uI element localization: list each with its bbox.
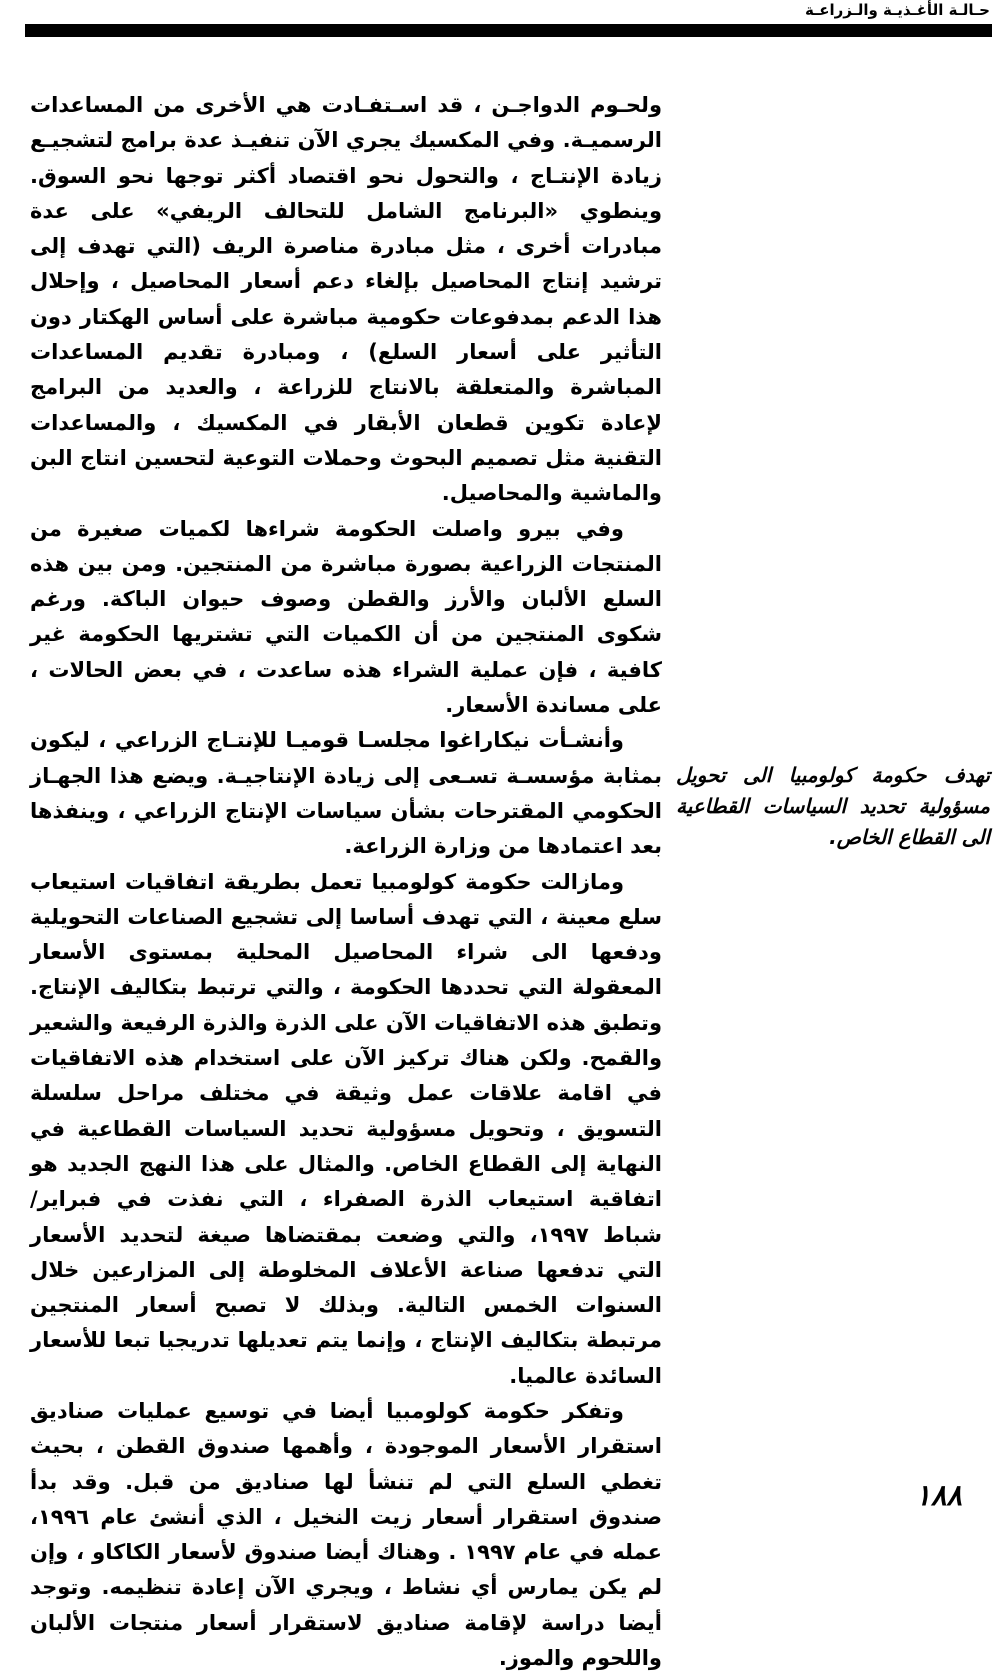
margin-note: تهدف حكومة كولومبيا الى تحويل مسؤولية تحديد السياسات القطاعية الى القطاع الخاص.	[676, 763, 990, 849]
paragraph-nicaragua: وأنشـأت نيكاراغوا مجلسـا قوميـا للإنتـاج الزراعي ، ليكون بمثابة مؤسسـة تسـعى إلى زيادة الإنتاجيـة. ويضع هذا الجهـاز الحكومي المقترحات بشأن سياسات الإنتاج الزراعي ، وينفذها بعد اعتمادها من وزارة الزراعة.	[30, 728, 662, 859]
paragraph-peru: وفي بيرو واصلت الحكومة شراءها لكميات صغيرة من المنتجات الزراعية بصورة مباشرة من المنتجين. ومن بين هذه السلع الألبان والأرز والقطن وصوف حيوان الباكة. ورغم شكوى المنتجين من أن الكميات التي تشتريها الحكومة غير كافية ، فإن عملية الشراء هذه ساعدت ، في بعض الحالات ، على مساندة الأسعار.	[30, 516, 662, 718]
paragraph-poultry-mexico: ولحـوم الدواجـن ، قد اسـتفـادت هي الأخرى من المساعدات الرسميـة. وفي المكسيك يجري الآن تنفيـذ عدة برامج لتشجيـع زيادة الإنتـاج ، والتحول نحو اقتصاد أكثر توجها نحو السوق. وينطوي «البرنامج الشامل للتحالف الريفي» على عدة مبادرات أخرى ، مثل مبادرة مناصرة الريف (التي تهدف إلى ترشيد إنتاج المحاصيل بإلغاء دعم أسعار المحاصيل ، وإحلال هذا الدعم بمدفوعات حكومية مباشرة على أساس الهكتار دون التأثير على أسعار السلع) ، ومبادرة تقديم المساعدات المباشرة والمتعلقة بالانتاج للزراعة ، والعديد من البرامج لإعادة تكوين قطعان الأبقار في المكسيك ، والمساعدات التقنية مثل تصميم البحوث وحملات التوعية لتحسين انتاج البن والماشية والمحاصيل.	[30, 93, 662, 506]
running-header: حـالـة الأغـذيـة والـزراعـة	[805, 1, 990, 19]
paragraph-colombia-funds: وتفكر حكومة كولومبيا أيضا في توسيع عمليات صناديق استقرار الأسعار الموجودة ، وأهمها صندوق القطن ، بحيث تغطي السلع التي لم تنشأ لها صناديق من قبل. وقد بدأ صندوق استقرار أسعار زيت النخيل ، الذي أنشئ عام ١٩٩٦، عمله في عام ١٩٩٧ . وهناك أيضا صندوق لأسعار الكاكاو ، وإن لم يكن يمارس أي نشاط ، ويجري الآن إعادة تنظيمه. وتوجد أيضا دراسة لإقامة صناديق لاستقرار أسعار منتجات الألبان واللحوم والموز.	[30, 1398, 662, 1671]
header-rule	[25, 24, 992, 37]
margin-column	[676, 88, 990, 1676]
page-number: ١٨٨	[915, 1478, 962, 1512]
page-content	[30, 88, 990, 1676]
body-text-column	[30, 88, 662, 1676]
paragraph-colombia-agreements: ومازالت حكومة كولومبيا تعمل بطريقة اتفاقيات استيعاب سلع معينة ، التي تهدف أساسا إلى تشجيع الصناعات التحويلية ودفعها الى شراء المحاصيل المحلية بمستوى الأسعار المعقولة التي تحددها الحكومة ، والتي ترتبط بتكاليف الإنتاج. وتطبق هذه الاتفاقيات الآن على الذرة والذرة الرفيعة والشعير والقمح. ولكن هناك تركيز الآن على استخدام هذه الاتفاقيات في اقامة علاقات عمل وثيقة في مختلف مراحل سلسلة التسويق ، وتحويل مسؤولية تحديد السياسات القطاعية في النهاية إلى القطاع الخاص. والمثال على هذا النهج الجديد هو اتفاقية استيعاب الذرة الصفراء ، التي نفذت في فبراير/ شباط ١٩٩٧، والتي وضعت بمقتضاها صيغة لتحديد الأسعار التي تدفعها صناعة الأعلاف المخلوطة إلى المزارعين خلال السنوات الخمس التالية. وبذلك لا تصبح أسعار المنتجين مرتبطة بتكاليف الإنتاج ، وإنما يتم تعديلها تدريجيا تبعا للأسعار السائدة عالميا.	[30, 869, 662, 1388]
